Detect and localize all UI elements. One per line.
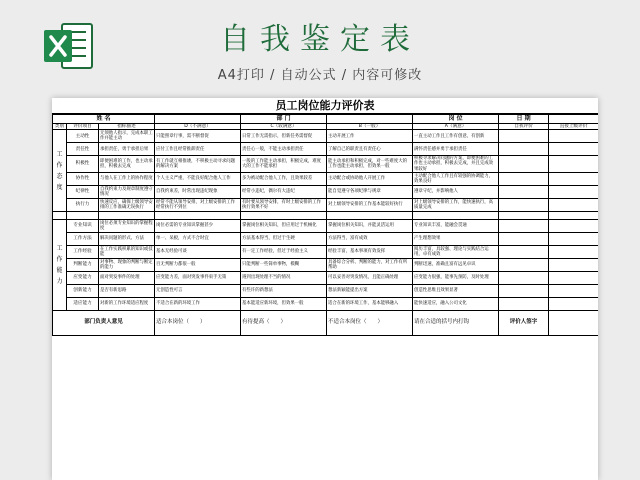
date-label: 日 期 bbox=[499, 115, 549, 124]
desc-cell: 对事物、现象的判断与断定的能力 bbox=[100, 259, 153, 270]
spacer-cell bbox=[99, 211, 155, 219]
self-score-cell[interactable] bbox=[499, 232, 549, 245]
col-category: 类别 bbox=[53, 124, 67, 130]
level-c-cell: 一般的工作能主动承担，积极完成，难度大的工作不能承担 bbox=[241, 156, 327, 173]
table-row bbox=[53, 143, 599, 156]
level-c-cell: 责任心一般，不能主动承担责任 bbox=[241, 143, 327, 156]
boss-score-cell[interactable] bbox=[549, 297, 598, 310]
boss-score-cell[interactable] bbox=[549, 219, 598, 232]
self-score-cell[interactable] bbox=[499, 130, 549, 143]
desc-cell: 无须他人指示，完成本职工作并能主动 bbox=[100, 131, 153, 142]
level-c-cell: 有些许的新想法 bbox=[241, 284, 327, 297]
level-d-cell: 只能照章行事，需不断督促 bbox=[155, 130, 241, 143]
spacer-cell bbox=[67, 211, 99, 219]
level-d-cell: 个人主义严重，不能良好配合他人工作 bbox=[155, 172, 241, 185]
item-cell: 专业知识 bbox=[67, 219, 99, 232]
level-b-cell: 具备综合分析、判断的能力，对工作有所帮助 bbox=[327, 258, 413, 271]
self-score-cell[interactable] bbox=[499, 156, 549, 173]
boss-score-cell[interactable] bbox=[549, 143, 598, 156]
item-cell: 主动性 bbox=[67, 130, 99, 143]
desc-cell: 承担责任，勇于承担后果 bbox=[99, 143, 155, 156]
boss-score-cell[interactable] bbox=[549, 284, 598, 297]
spacer-cell bbox=[499, 211, 549, 219]
boss-score-cell[interactable] bbox=[549, 156, 598, 173]
boss-score-cell[interactable] bbox=[549, 172, 598, 185]
level-b-cell: 方法得当，富有成效 bbox=[327, 232, 413, 245]
level-a-cell: 专业知识丰富，能融会贯通 bbox=[413, 219, 499, 232]
desc-cell: 自我约束力及规章制度遵守情况 bbox=[100, 186, 153, 197]
desc-cell: 是否有新思路 bbox=[99, 284, 155, 297]
level-c-cell: 掌握岗位相关知识，但应用过于机械化 bbox=[241, 219, 327, 232]
level-b-cell: 想法新颖能提出方案 bbox=[327, 284, 413, 297]
evaluation-rows bbox=[53, 130, 599, 311]
group-spacer bbox=[53, 211, 599, 219]
page-title: 自我鉴定表 bbox=[220, 22, 420, 57]
level-c-cell: 日常工作无需指示，但新任务需督促 bbox=[241, 130, 327, 143]
level-c-cell: 只能判断一些简单事物，模糊 bbox=[241, 258, 327, 271]
item-cell: 执行力 bbox=[67, 198, 99, 211]
level-d-cell: 基本无经验可谈 bbox=[155, 245, 241, 258]
col-d: D（不满意） bbox=[155, 124, 241, 130]
self-score-cell[interactable] bbox=[499, 271, 549, 284]
level-d-cell: 百无判断力都很一般 bbox=[155, 258, 241, 271]
level-b-cell: 了解自己的职责且有责任心 bbox=[327, 143, 413, 156]
level-a-cell: 积极寻求解决问题的方案，即便困难的工作也主动承担，积极去完成，并且完成效果较好 bbox=[413, 156, 499, 173]
col-b: B（一般） bbox=[327, 124, 413, 130]
desc-cell: 解决问题的形式、方法 bbox=[99, 232, 155, 245]
table-row bbox=[53, 198, 599, 211]
level-a-cell: 主动配合他人工作且有较强的协调能力，效果良好 bbox=[413, 172, 499, 185]
category-cell: 工作态度 bbox=[53, 130, 67, 212]
col-item: 评价项目 bbox=[67, 124, 99, 130]
self-score-cell[interactable] bbox=[499, 198, 549, 211]
spacer-cell bbox=[155, 211, 241, 219]
name-cell[interactable] bbox=[155, 115, 241, 124]
page-subtitle: A4打印 / 自动公式 / 内容可修改 bbox=[217, 68, 423, 83]
level-b-cell: 适合在新的环境工作，基本能够融入 bbox=[327, 297, 413, 310]
level-a-cell: 满怀责任感并勇于承担责任 bbox=[413, 143, 499, 156]
option-suitable[interactable]: 适合本岗位（ ） bbox=[155, 310, 241, 335]
table-row bbox=[53, 258, 599, 271]
table-row bbox=[53, 245, 599, 258]
dept-opinion-label: 部门负责人意见 bbox=[53, 310, 155, 335]
table-row bbox=[53, 271, 599, 284]
item-cell: 创新能力 bbox=[67, 284, 99, 297]
table-row bbox=[53, 284, 599, 297]
desc-cell: 在工作实践积累的知识或技能 bbox=[100, 246, 153, 257]
info-row bbox=[53, 115, 599, 124]
footer-row bbox=[53, 310, 599, 335]
item-cell: 工作方法 bbox=[67, 232, 99, 245]
level-a-cell: 遵章守纪，并影响他人 bbox=[413, 185, 499, 198]
self-score-cell[interactable] bbox=[499, 258, 549, 271]
reviewer-label: 评价人签字 bbox=[499, 310, 549, 335]
level-b-cell: 能主动承担和积极完成，对一些难度大的工作也能主动承担，但效果一般 bbox=[327, 156, 413, 173]
self-score-cell[interactable] bbox=[499, 297, 549, 310]
level-d-cell: 单一、呆板，方式不合时宜 bbox=[155, 232, 241, 245]
post-label: 岗 位 bbox=[413, 115, 499, 124]
item-cell: 工作经验 bbox=[67, 245, 99, 258]
level-a-cell: 一直主动工作且工作有创意，有创新 bbox=[413, 130, 499, 143]
level-c-cell: 多为被动配合他人工作，且效果较差 bbox=[241, 172, 327, 185]
item-cell: 责任性 bbox=[67, 143, 99, 156]
level-d-cell: 自我约束差，时常出现违纪现象 bbox=[155, 185, 241, 198]
reviewer-cell[interactable] bbox=[549, 310, 598, 335]
col-c: C（较满意） bbox=[241, 124, 327, 130]
col-a: A（满意） bbox=[413, 124, 499, 130]
level-a-cell: 对上级领导安排的工作，能快速执行，高质量完成 bbox=[413, 198, 499, 211]
table-row bbox=[53, 185, 599, 198]
self-score-cell[interactable] bbox=[499, 219, 549, 232]
date-cell[interactable] bbox=[549, 115, 598, 124]
dept-label: 部 门 bbox=[241, 115, 327, 124]
option-hint: 请在合适的括号内打钩 bbox=[413, 310, 499, 335]
self-score-cell[interactable] bbox=[499, 185, 549, 198]
col-boss: 直接上级评价 bbox=[549, 124, 598, 130]
boss-score-cell[interactable] bbox=[549, 130, 598, 143]
level-a-cell: 应变能力很强，能事先预防，及时处理 bbox=[413, 271, 499, 284]
level-c-cell: 有时要从领导安排，有时上级安排的工作执行效果不好 bbox=[241, 198, 327, 211]
level-b-cell: 可以妥善对突发情况，且能正确处理 bbox=[327, 271, 413, 284]
level-b-cell: 主动配合或协助他人开展工作 bbox=[327, 172, 413, 185]
desc-cell: 面对突发事件的处理 bbox=[99, 271, 155, 284]
level-d-cell: 有工作就互相推诿，不积极主动寻求问题的解决方案 bbox=[155, 156, 241, 173]
level-c-cell: 方法基本得当，但过于生硬 bbox=[241, 232, 327, 245]
desc-cell: 对新的工作环境适应程度 bbox=[99, 297, 155, 310]
level-a-cell: 创造性思维且效果显著 bbox=[413, 284, 499, 297]
level-b-cell: 对上级领导安排的工作基本能较好执行 bbox=[327, 198, 413, 211]
option-unsuitable[interactable]: 不适合本岗位（ ） bbox=[327, 310, 413, 335]
self-score-cell[interactable] bbox=[499, 284, 549, 297]
item-cell: 应变能力 bbox=[67, 271, 99, 284]
table-row bbox=[53, 297, 599, 310]
evaluation-sheet bbox=[52, 98, 598, 480]
level-d-cell: 经常不能从领导安排，对上级安排的工作经常执行不到位 bbox=[155, 198, 241, 211]
desc-cell: 与他人在工作上的协作程度 bbox=[99, 172, 155, 185]
col-self: 自我评价 bbox=[499, 124, 549, 130]
desc-cell: 快速反应，确保上级领导安排的工作准确无误执行 bbox=[100, 199, 153, 210]
col-desc: 指标描述 bbox=[99, 124, 155, 130]
level-a-cell: 能快速适应，融入公司文化 bbox=[413, 297, 499, 310]
level-c-cell: 基本能适应新环境，但效果一般 bbox=[241, 297, 327, 310]
level-c-cell: 经常小违纪，偶尔有大违纪 bbox=[241, 185, 327, 198]
table-row bbox=[53, 232, 599, 245]
option-improve[interactable]: 有待提高（ ） bbox=[241, 310, 327, 335]
item-cell: 判断能力 bbox=[67, 258, 99, 271]
boss-score-cell[interactable] bbox=[549, 185, 598, 198]
boss-score-cell[interactable] bbox=[549, 271, 598, 284]
level-c-cell: 遇到出现处理不当的情况 bbox=[241, 271, 327, 284]
boss-score-cell[interactable] bbox=[549, 232, 598, 245]
table-row bbox=[53, 219, 599, 232]
level-d-cell: 不适合在新的环境工作 bbox=[155, 297, 241, 310]
level-a-cell: 阅历丰富，具较强、理论与实践结合运用，卓有成效 bbox=[413, 245, 499, 258]
boss-score-cell[interactable] bbox=[549, 198, 598, 211]
table-row bbox=[53, 156, 599, 173]
level-b-cell: 掌握岗位相关知识，并能灵活运用 bbox=[327, 219, 413, 232]
item-cell: 协作性 bbox=[67, 172, 99, 185]
spacer-cell bbox=[549, 211, 598, 219]
boss-score-cell[interactable] bbox=[549, 258, 598, 271]
spacer-cell bbox=[53, 211, 67, 219]
name-label: 姓 名 bbox=[53, 115, 155, 124]
self-score-cell[interactable] bbox=[499, 143, 549, 156]
table-row bbox=[53, 172, 599, 185]
evaluation-table bbox=[52, 114, 598, 336]
sheet-title: 员工岗位能力评价表 bbox=[52, 98, 598, 114]
item-cell: 积极性 bbox=[67, 156, 99, 173]
spacer-cell bbox=[241, 211, 327, 219]
self-score-cell[interactable] bbox=[499, 245, 549, 258]
level-d-cell: 无创造性可言 bbox=[155, 284, 241, 297]
desc-cell: 即便困难的工作，也主动承担，积极去完成 bbox=[99, 156, 155, 173]
level-b-cell: 经验丰富，基本事项有效发挥 bbox=[327, 245, 413, 258]
item-cell: 纪律性 bbox=[67, 185, 99, 198]
level-a-cell: 产生理想效果 bbox=[413, 232, 499, 245]
level-b-cell: 主动开展工作 bbox=[327, 130, 413, 143]
level-d-cell: 岗位必需的专业知识掌握甚少 bbox=[155, 219, 241, 232]
item-cell: 适应能力 bbox=[67, 297, 99, 310]
desc-cell: 岗位必须专业知识的掌握程度 bbox=[100, 220, 153, 231]
boss-score-cell[interactable] bbox=[549, 245, 598, 258]
table-row bbox=[53, 130, 599, 143]
category-cell: 工作能力 bbox=[53, 219, 67, 310]
self-score-cell[interactable] bbox=[499, 172, 549, 185]
spacer-cell bbox=[327, 211, 413, 219]
level-b-cell: 能自觉遵守各项纪律与规章 bbox=[327, 185, 413, 198]
spacer-cell bbox=[413, 211, 499, 219]
level-d-cell: 应付工作且经常推卸责任 bbox=[155, 143, 241, 156]
level-d-cell: 应变能力差，面对突发事件束手无策 bbox=[155, 271, 241, 284]
level-a-cell: 判断迅速，准确且富有远见卓识 bbox=[413, 258, 499, 271]
level-c-cell: 有一定工作经验，但过于经验主义 bbox=[241, 245, 327, 258]
dept-cell[interactable] bbox=[327, 115, 413, 124]
